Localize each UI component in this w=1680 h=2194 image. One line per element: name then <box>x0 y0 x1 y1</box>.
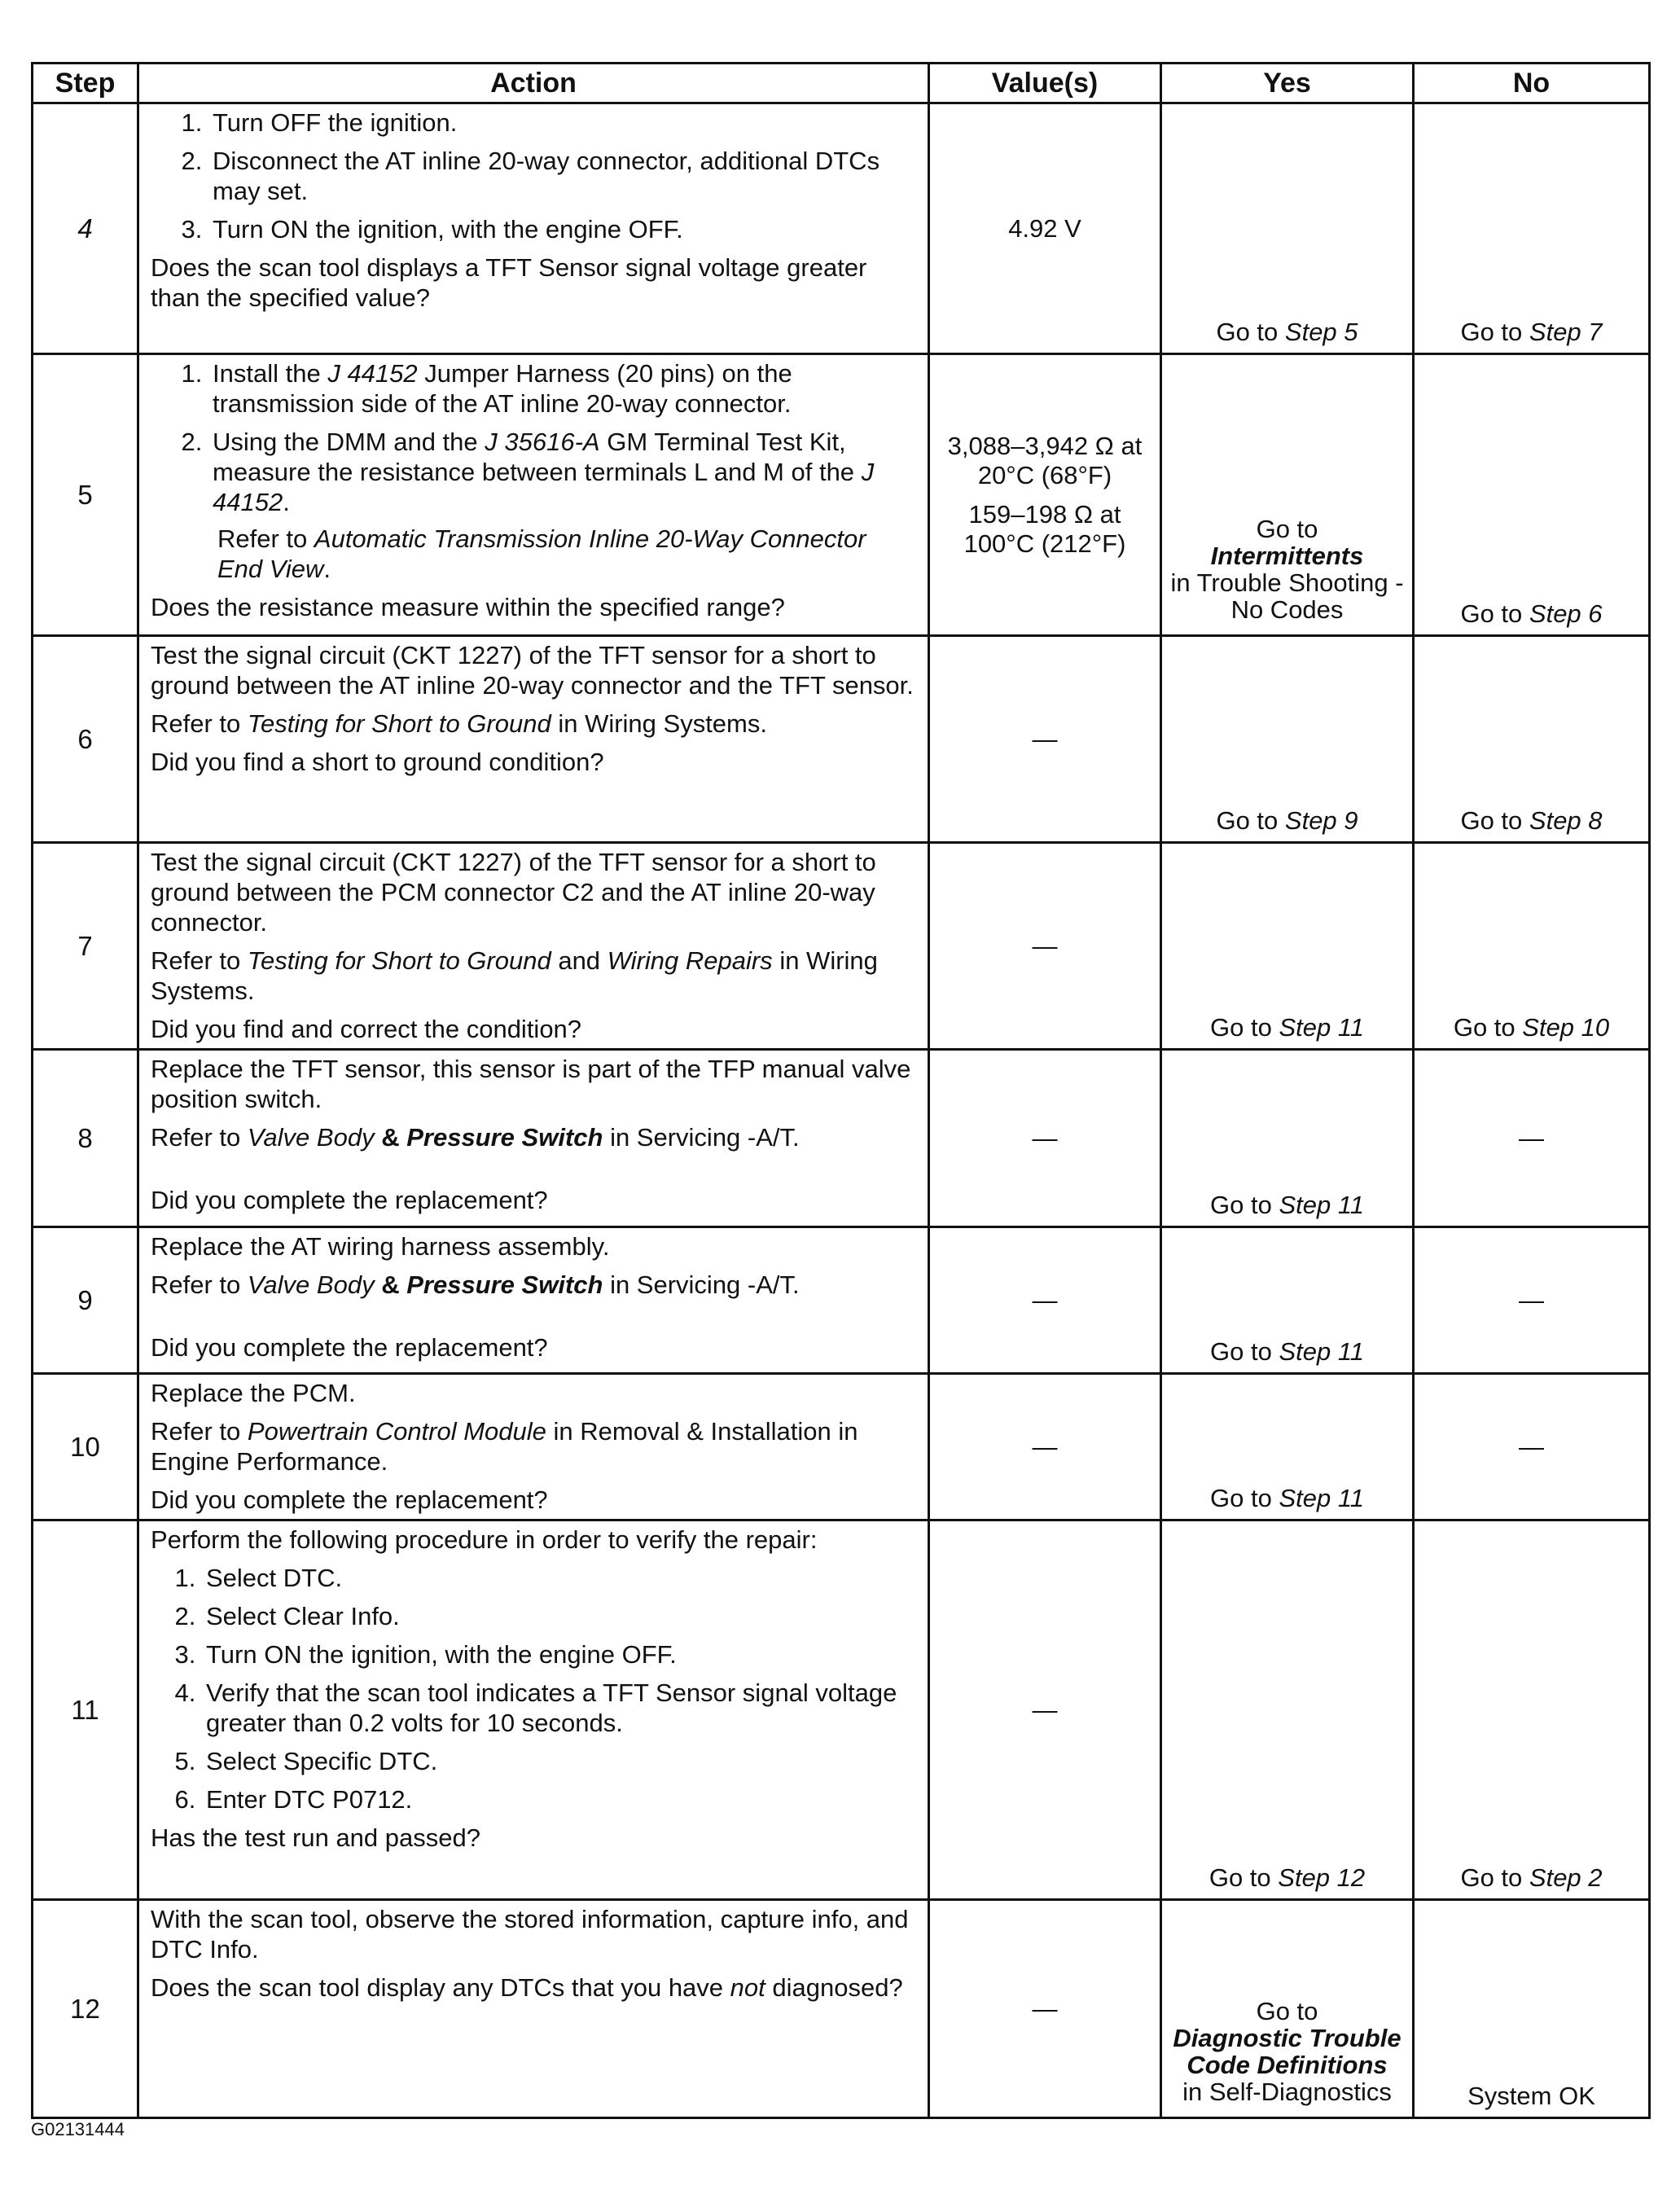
step-reference: Step 11 <box>1279 1191 1365 1219</box>
action-list <box>151 358 918 517</box>
refer-text: Refer to Valve Body & Pressure Switch in Servicing -A/T. <box>151 1123 800 1152</box>
step-reference: Step 2 <box>1529 1863 1603 1892</box>
step-reference: Step 6 <box>1529 599 1603 628</box>
document-reference: Automatic Transmission Inline 20-Way Connector End View <box>217 524 866 583</box>
action-question: Does the resistance measure within the specified range? <box>151 593 785 621</box>
table-row-step-7 <box>33 843 1650 1050</box>
step-reference: Step 11 <box>1279 1484 1365 1512</box>
yes-cell: Go to Step 11 <box>1161 1374 1414 1520</box>
no-cell: — <box>1414 1374 1650 1520</box>
header-step: Step <box>33 64 138 103</box>
table-row-step-12 <box>33 1900 1650 2118</box>
step-reference: Step 7 <box>1529 318 1603 346</box>
header-action: Action <box>138 64 929 103</box>
document-reference: Diagnostic Trouble Code Definitions <box>1173 2024 1401 2079</box>
step-number: 9 <box>33 1227 138 1374</box>
value-cell: — <box>929 1520 1161 1900</box>
value-cell: — <box>929 1050 1161 1227</box>
no-cell: Go to Step 7 <box>1414 103 1650 354</box>
list-item: 5. Select Specific DTC. <box>203 1746 918 1776</box>
action-text: Replace the AT wiring harness assembly. <box>151 1232 610 1261</box>
value-cell: — <box>929 1374 1161 1520</box>
action-question: Has the test run and passed? <box>151 1823 480 1852</box>
step-number: 7 <box>33 843 138 1050</box>
no-cell: — <box>1414 1227 1650 1374</box>
document-reference: Intermittents <box>1210 542 1364 570</box>
table-row-step-11 <box>33 1520 1650 1900</box>
value-range-100c: 159–198 Ω at 100°C (212°F) <box>963 499 1126 558</box>
step-reference: Step 10 <box>1522 1013 1610 1042</box>
document-reference: Wiring Repairs <box>607 946 773 975</box>
document-reference: Valve Body <box>247 1270 375 1299</box>
refer-text: Refer to Testing for Short to Ground and Wiring Repairs in Wiring Systems. <box>151 946 878 1005</box>
step-reference: Step 12 <box>1278 1863 1366 1892</box>
yes-cell: Go to Step 9 <box>1161 636 1414 843</box>
action-question: Did you complete the replacement? <box>151 1333 548 1362</box>
table-row-step-4 <box>33 103 1650 354</box>
list-item: 2. Select Clear Info. <box>203 1601 918 1631</box>
table-header-row <box>33 64 1650 103</box>
table-row-step-6 <box>33 636 1650 843</box>
action-question: Does the scan tool displays a TFT Sensor signal voltage greater than the specified value? <box>151 253 867 312</box>
table-row-step-8 <box>33 1050 1650 1227</box>
header-no: No <box>1414 64 1650 103</box>
action-cell <box>138 1374 929 1520</box>
action-text: Replace the PCM. <box>151 1379 356 1407</box>
no-cell: System OK <box>1414 1900 1650 2118</box>
value-cell <box>929 354 1161 636</box>
no-cell: Go to Step 8 <box>1414 636 1650 843</box>
tool-reference: J 44152 <box>327 359 418 388</box>
value-cell: — <box>929 636 1161 843</box>
action-text: Test the signal circuit (CKT 1227) of the TFT sensor for a short to ground between the AT inline 20-way connector and the TFT sensor. <box>151 641 914 700</box>
action-cell <box>138 354 929 636</box>
action-cell <box>138 1050 929 1227</box>
step-reference: Step 8 <box>1529 806 1603 835</box>
yes-cell: Go to Diagnostic Trouble Code Definitions in Self-Diagnostics <box>1161 1900 1414 2118</box>
list-item: 2. Using the DMM and the J 35616-A GM Terminal Test Kit, measure the resistance between terminals L and M of the J 44152. <box>209 427 918 517</box>
action-question: Did you complete the replacement? <box>151 1485 548 1514</box>
step-number: 12 <box>33 1900 138 2118</box>
document-reference: Valve Body <box>247 1123 375 1152</box>
step-reference: Step 9 <box>1284 806 1358 835</box>
value-cell: — <box>929 1900 1161 2118</box>
header-yes: Yes <box>1161 64 1414 103</box>
value-range-20c: 3,088–3,942 Ω at 20°C (68°F) <box>947 431 1143 489</box>
no-cell: Go to Step 2 <box>1414 1520 1650 1900</box>
action-list <box>151 108 918 244</box>
action-question: Did you find a short to ground condition? <box>151 748 604 776</box>
document-reference: Pressure Switch <box>406 1270 603 1299</box>
diagnostic-table <box>31 62 1651 2119</box>
yes-cell: Go to Step 12 <box>1161 1520 1414 1900</box>
list-item: 2. Disconnect the AT inline 20-way connector, additional DTCs may set. <box>209 146 918 206</box>
refer-text: Refer to Automatic Transmission Inline 20-Way Connector End View. <box>217 524 866 583</box>
action-cell <box>138 843 929 1050</box>
action-list <box>151 1563 918 1814</box>
list-item: 3. Turn ON the ignition, with the engine OFF. <box>203 1639 918 1670</box>
action-question: Did you find and correct the condition? <box>151 1015 582 1043</box>
action-text: With the scan tool, observe the stored information, capture info, and DTC Info. <box>151 1905 909 1964</box>
action-cell <box>138 1900 929 2118</box>
step-number: 4 <box>33 103 138 354</box>
no-cell: Go to Step 6 <box>1414 354 1650 636</box>
refer-text: Refer to Testing for Short to Ground in Wiring Systems. <box>151 709 767 738</box>
step-number: 10 <box>33 1374 138 1520</box>
yes-cell: Go to Step 11 <box>1161 843 1414 1050</box>
action-text: Test the signal circuit (CKT 1227) of the TFT sensor for a short to ground between the PCM connector C2 and the AT inline 20-way connector. <box>151 848 876 937</box>
yes-cell: Go to Intermittents in Trouble Shooting - No Codes <box>1161 354 1414 636</box>
no-cell: Go to Step 10 <box>1414 843 1650 1050</box>
list-item: 1. Select DTC. <box>203 1563 918 1593</box>
document-reference: Powertrain Control Module <box>247 1417 546 1446</box>
value-cell: 4.92 V <box>929 103 1161 354</box>
value-cell: — <box>929 1227 1161 1374</box>
step-number: 5 <box>33 354 138 636</box>
action-cell <box>138 103 929 354</box>
step-number: 11 <box>33 1520 138 1900</box>
table-row-step-9 <box>33 1227 1650 1374</box>
step-reference: Step 5 <box>1284 318 1358 346</box>
action-cell <box>138 636 929 843</box>
yes-cell: Go to Step 11 <box>1161 1050 1414 1227</box>
action-cell <box>138 1520 929 1900</box>
table-row-step-10 <box>33 1374 1650 1520</box>
action-text: Perform the following procedure in order to verify the repair: <box>151 1525 818 1554</box>
value-cell: — <box>929 843 1161 1050</box>
list-item: 1. Install the J 44152 Jumper Harness (20 pins) on the transmission side of the AT inline 20-way connector. <box>209 358 918 419</box>
action-text: Replace the TFT sensor, this sensor is part of the TFP manual valve position switch. <box>151 1055 911 1113</box>
document-reference: Testing for Short to Ground <box>247 709 551 738</box>
header-values: Value(s) <box>929 64 1161 103</box>
list-item: 1. Turn OFF the ignition. <box>209 108 918 138</box>
step-reference: Step 11 <box>1279 1013 1365 1042</box>
refer-text: Refer to Valve Body & Pressure Switch in Servicing -A/T. <box>151 1270 800 1299</box>
yes-cell: Go to Step 11 <box>1161 1227 1414 1374</box>
step-reference: Step 11 <box>1279 1337 1365 1366</box>
yes-cell: Go to Step 5 <box>1161 103 1414 354</box>
action-question: Does the scan tool display any DTCs that you have not diagnosed? <box>151 1973 903 2002</box>
figure-id: G02131444 <box>31 2119 125 2139</box>
step-number: 6 <box>33 636 138 843</box>
document-reference: Testing for Short to Ground <box>247 946 551 975</box>
refer-text: Refer to Powertrain Control Module in Removal & Installation in Engine Performance. <box>151 1417 858 1476</box>
table-row-step-5 <box>33 354 1650 636</box>
step-number: 8 <box>33 1050 138 1227</box>
action-question: Did you complete the replacement? <box>151 1186 548 1214</box>
tool-reference: J 44152 <box>213 458 875 516</box>
list-item: 3. Turn ON the ignition, with the engine OFF. <box>209 214 918 244</box>
document-reference: Pressure Switch <box>406 1123 603 1152</box>
no-cell: — <box>1414 1050 1650 1227</box>
action-cell <box>138 1227 929 1374</box>
list-item: 4. Verify that the scan tool indicates a TFT Sensor signal voltage greater than 0.2 volts for 10 seconds. <box>203 1678 918 1738</box>
tool-reference: J 35616-A <box>485 428 600 456</box>
list-item: 6. Enter DTC P0712. <box>203 1784 918 1814</box>
diagnostic-table-sheet <box>31 62 1648 2119</box>
